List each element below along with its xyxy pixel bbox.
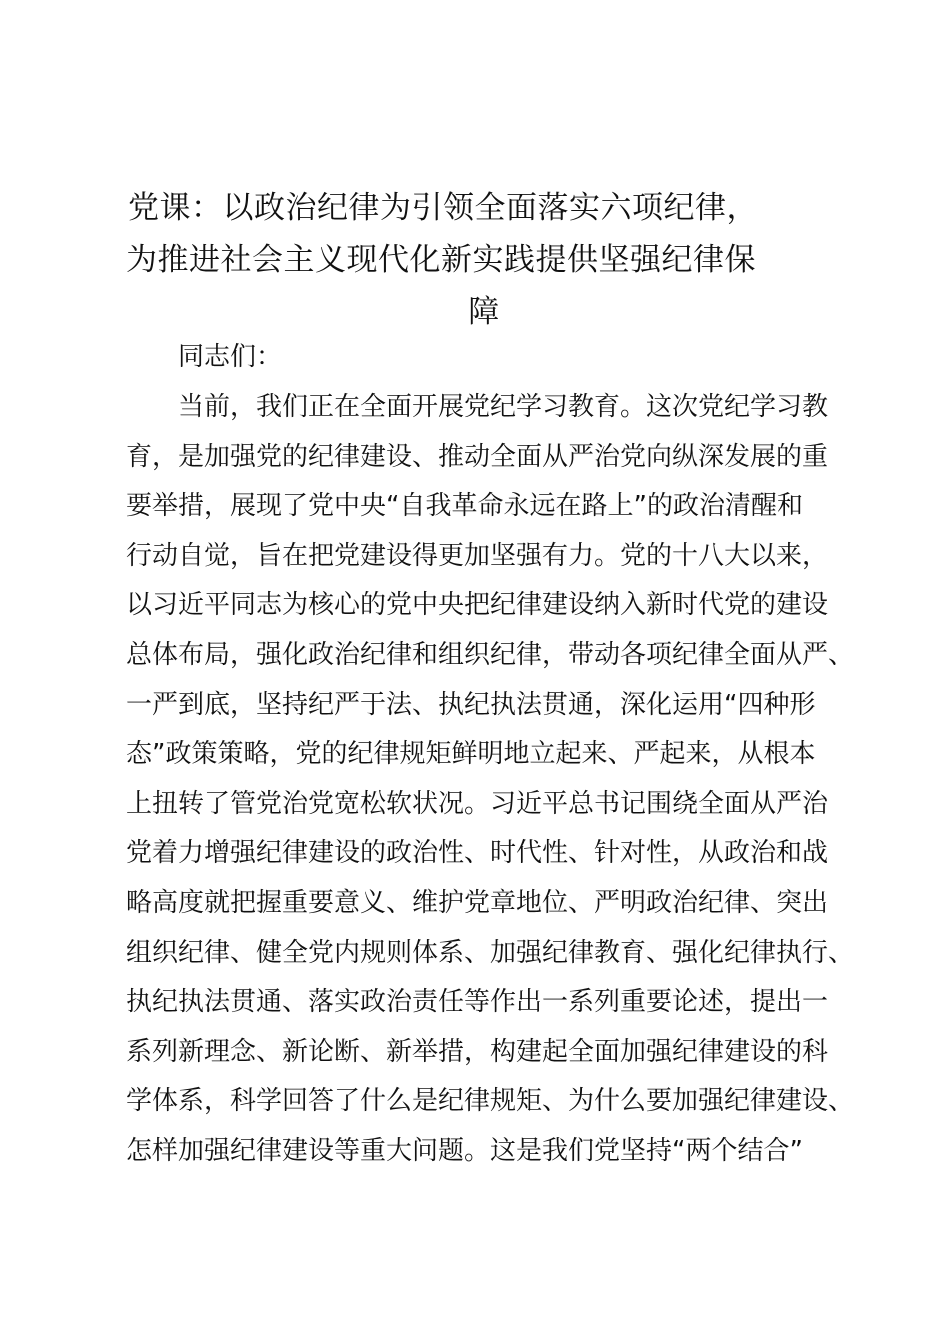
paragraph-line: 系列新理念、新论断、新举措，构建起全面加强纪律建设的科: [126, 1036, 829, 1067]
document-title: [120, 182, 838, 338]
paragraph-line: 学体系，科学回答了什么是纪律规矩、为什么要加强纪律建设、: [126, 1086, 855, 1117]
paragraph-line: 上扭转了管党治党宽松软状况。习近平总书记围绕全面从严治: [126, 788, 829, 819]
body-paragraph: [126, 383, 855, 1177]
paragraph-line: 当前，我们正在全面开展党纪学习教育。这次党纪学习教: [178, 392, 829, 422]
paragraph-line: 党着力增强纪律建设的政治性、时代性、针对性，从政治和战: [126, 838, 829, 869]
paragraph-line: 执纪执法贯通、落实政治责任等作出一系列重要论述，提出一: [126, 987, 829, 1018]
paragraph-line: 略高度就把握重要意义、维护党章地位、严明政治纪律、突出: [126, 887, 829, 918]
title-line: 党课：以政治纪律为引领全面落实六项纪律，: [128, 190, 758, 226]
paragraph-line: 以习近平同志为核心的党中央把纪律建设纳入新时代党的建设: [126, 590, 829, 621]
paragraph-line: 怎样加强纪律建设等重大问题。这是我们党坚持“两个结合”: [126, 1135, 803, 1166]
title-line: 为推进社会主义现代化新实践提供坚强纪律保: [126, 242, 756, 278]
paragraph-line: 育，是加强党的纪律建设、推动全面从严治党向纵深发展的重: [126, 441, 829, 472]
paragraph-line: 行动自觉，旨在把党建设得更加坚强有力。党的十八大以来，: [126, 540, 829, 571]
paragraph-line: 态”政策策略，党的纪律规矩鲜明地立起来、严起来，从根本: [126, 739, 816, 770]
paragraph-line: 组织纪律、健全党内规则体系、加强纪律教育、强化纪律执行、: [126, 937, 855, 968]
paragraph-line: 要举措，展现了党中央“自我革命永远在路上”的政治清醒和: [126, 491, 803, 522]
salutation: 同志们：: [178, 342, 283, 372]
paragraph-line: 总体布局，强化政治纪律和组织纪律，带动各项纪律全面从严、: [126, 639, 855, 670]
paragraph-line: 一严到底，坚持纪严于法、执纪执法贯通，深化运用“四种形: [126, 689, 816, 720]
title-line: 障: [468, 294, 500, 330]
